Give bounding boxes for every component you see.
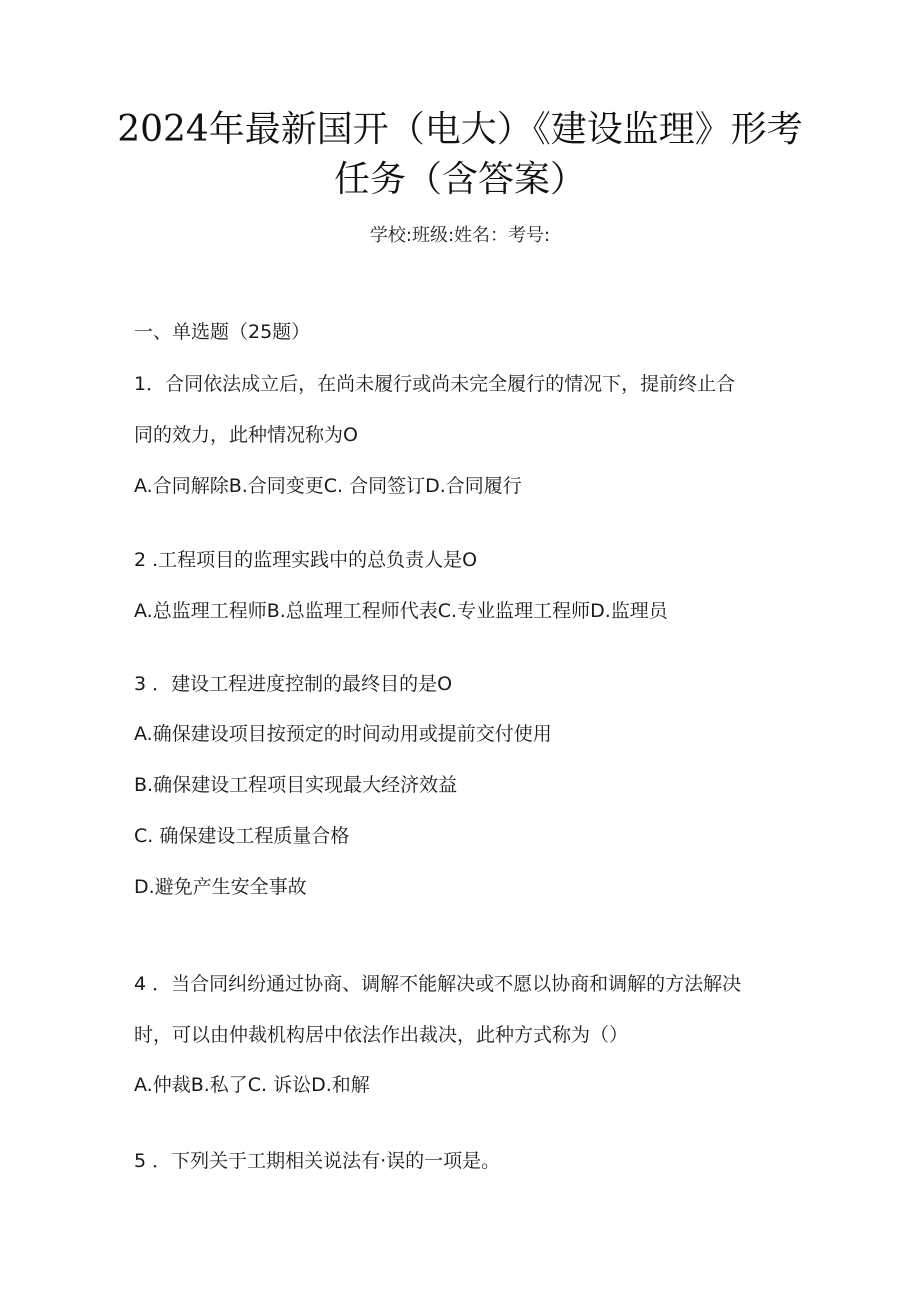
question-4-stem-line-1: 4 ．当合同纠纷通过协商、调解不能解决或不愿以协商和调解的方法解决: [134, 973, 742, 995]
question-1-stem-line-1: 1．合同依法成立后，在尚未履行或尚未完全履行的情况下，提前终止合: [134, 373, 736, 395]
student-info-line: 学校:班级:姓名：考号:: [369, 225, 551, 246]
question-3-stem: 3 ．建设工程进度控制的最终目的是O: [134, 673, 453, 695]
question-3-option-d: D.避免产生安全事故: [134, 876, 307, 898]
question-2-stem: 2 .工程项目的监理实践中的总负责人是O: [134, 549, 478, 571]
question-3-option-b: B.确保建设工程项目实现最大经济效益: [134, 774, 458, 796]
question-4-options: A.仲裁B.私了C. 诉讼D.和解: [134, 1074, 370, 1096]
document-title-line-2: 任务（含答案）: [333, 159, 586, 200]
section-heading: 一、单选题（25题）: [134, 321, 311, 343]
question-3-option-c: C. 确保建设工程质量合格: [134, 825, 350, 847]
document-title-line-1: 2024年最新国开（电大）《建设监理》形考: [117, 109, 803, 150]
question-3-option-a: A.确保建设项目按预定的时间动用或提前交付使用: [134, 723, 552, 745]
question-5-stem: 5 ．下列关于工期相关说法有·误的一项是。: [134, 1150, 501, 1172]
question-2-options: A.总监理工程师B.总监理工程师代表C.专业监理工程师D.监理员: [134, 600, 668, 622]
question-1-stem-line-2: 同的效力，此种情况称为O: [134, 424, 358, 446]
question-4-stem-line-2: 时，可以由仲裁机构居中依法作出裁决，此种方式称为（）: [134, 1024, 629, 1046]
question-1-options: A.合同解除B.合同变更C. 合同签订D.合同履行: [134, 475, 522, 497]
